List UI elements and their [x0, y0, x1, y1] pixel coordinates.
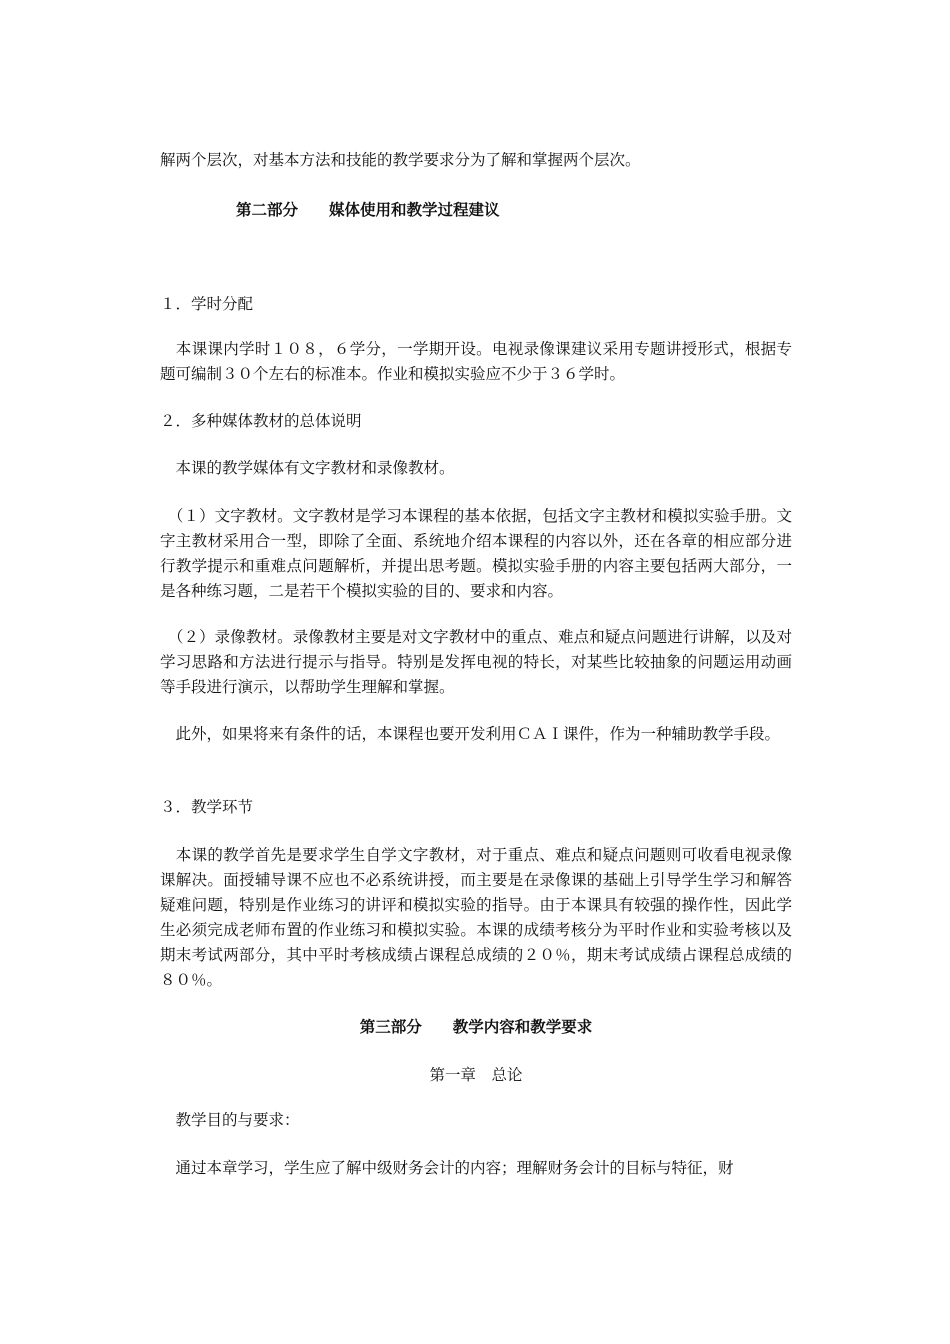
sec2-paragraph-2: （１）文字教材。文字教材是学习本课程的基本依据，包括文字主教材和模拟实验手册。文字主教材采用合一型，即除了全面、系统地介绍本课程的内容以外，还在各章的相应部分进行教学提示和重难点问题解析，并提出思考题。模拟实验手册的内容主要包括两大部分，一是各种练习题，二是若干个模拟实验的目的、要求和内容。 [160, 507, 792, 600]
objectives-label: 教学目的与要求： [160, 1111, 300, 1129]
chapter1-title: 第一章 总论 [429, 1066, 523, 1084]
objectives-text: 通过本章学习，学生应了解中级财务会计的内容；理解财务会计的目标与特征，财 [160, 1159, 734, 1177]
sec2-paragraph-1: 本课的教学媒体有文字教材和录像教材。 [160, 459, 455, 477]
sec2-paragraph-4: 此外，如果将来有条件的话，本课程也要开发利用ＣＡＩ课件，作为一种辅助教学手段。 [160, 725, 781, 743]
sec1-heading: １．学时分配 [160, 295, 254, 313]
sec2-heading: ２．多种媒体教材的总体说明 [160, 412, 362, 430]
sec3-paragraph: 本课的教学首先是要求学生自学文字教材，对于重点、难点和疑点问题则可收看电视录像课解决。面授辅导课不应也不必系统讲授，而主要是在录像课的基础上引导学生学习和解答疑难问题，特别是作业练习的讲评和模拟实验的指导。由于本课具有较强的操作性，因此学生必须完成老师布置的作业练习和模拟实验。本课的成绩考核分为平时作业和实验考核以及期末考试两部分，其中平时考核成绩占课程总成绩的２０％，期末考试成绩占课程总成绩的８０％。 [160, 846, 792, 989]
sec1-paragraph: 本课课内学时１０８，６学分，一学期开设。电视录像课建议采用专题讲授形式，根据专题可编制３０个左右的标准本。作业和模拟实验应不少于３６学时。 [160, 340, 792, 383]
intro-tail-text: 解两个层次，对基本方法和技能的教学要求分为了解和掌握两个层次。 [160, 151, 641, 169]
part2-title: 第二部分 媒体使用和教学过程建议 [236, 200, 500, 219]
sec2-paragraph-3: （２）录像教材。录像教材主要是对文字教材中的重点、难点和疑点问题进行讲解，以及对学习思路和方法进行提示与指导。特别是发挥电视的特长，对某些比较抽象的问题运用动画等手段进行演示，以帮助学生理解和掌握。 [160, 628, 792, 696]
sec3-heading: ３．教学环节 [160, 798, 254, 816]
part3-title: 第三部分 教学内容和教学要求 [359, 1017, 593, 1036]
